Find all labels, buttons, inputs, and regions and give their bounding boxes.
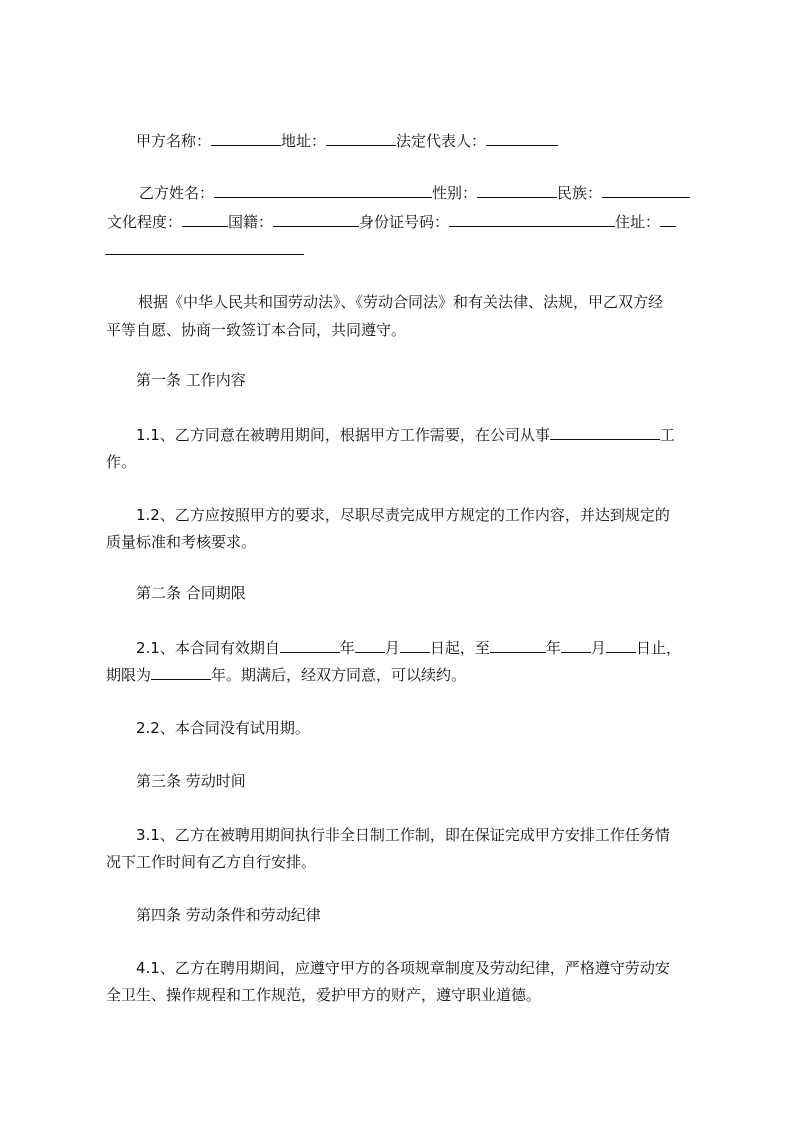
party-b-education-label: 文化程度： (107, 213, 183, 231)
end-day-blank[interactable] (606, 638, 636, 653)
party-b-nationality-label: 国籍： (228, 213, 274, 231)
clause-4-1-line-1: 4.1、乙方在聘用期间，应遵守甲方的各项规章制度及劳动纪律，严格遵守劳动安 (136, 959, 670, 977)
end-month-label: 月 (590, 639, 606, 657)
clause-1-1-text: 1.1、乙方同意在被聘用期间，根据甲方工作需要，在公司从事 (136, 426, 550, 444)
party-a-address-label: 地址： (281, 132, 327, 150)
party-b-residence-blank-2[interactable] (105, 240, 304, 255)
end-month-blank[interactable] (561, 638, 591, 653)
party-b-gender-blank[interactable] (477, 183, 557, 198)
start-month-blank[interactable] (355, 638, 385, 653)
preamble-line-2: 平等自愿、协商一致签订本合同，共同遵守。 (106, 321, 407, 339)
start-day-blank[interactable] (400, 638, 430, 653)
term-years-blank[interactable] (151, 665, 211, 680)
party-b-info-line-2 (107, 212, 676, 232)
article-4-title: 第四条 劳动条件和劳动纪律 (136, 906, 321, 924)
clause-3-1-line-1: 3.1、乙方在被聘用期间执行非全日制工作制，即在保证完成甲方安排工作任务情 (136, 826, 670, 844)
party-b-id-label: 身份证号码： (359, 213, 450, 231)
start-day-label: 日起，至 (429, 639, 490, 657)
party-b-name-label: 乙方姓名： (139, 184, 215, 202)
party-a-name-blank[interactable] (211, 131, 281, 146)
party-b-education-blank[interactable] (182, 212, 228, 227)
party-b-residence-label: 住址： (615, 213, 661, 231)
job-title-blank[interactable] (550, 425, 660, 440)
end-year-blank[interactable] (490, 638, 546, 653)
party-b-gender-label: 性别： (432, 184, 478, 202)
end-year-label: 年 (545, 639, 561, 657)
party-b-nationality-blank[interactable] (273, 212, 359, 227)
article-1-title: 第一条 工作内容 (136, 371, 246, 389)
start-year-blank[interactable] (280, 638, 340, 653)
party-b-residence-continued (105, 240, 304, 260)
clause-2-1-text: 2.1、本合同有效期自 (136, 639, 280, 657)
article-2-title: 第二条 合同期限 (136, 584, 246, 602)
clause-1-2-line-2: 质量标准和考核要求。 (106, 533, 257, 551)
clause-2-1-line-1 (136, 638, 681, 658)
clause-1-1-line-1 (136, 425, 675, 445)
party-a-info-line (136, 131, 558, 151)
clause-1-2-line-1: 1.2、乙方应按照甲方的要求，尽职尽责完成甲方规定的工作内容，并达到规定的 (136, 506, 670, 524)
start-month-label: 月 (384, 639, 400, 657)
preamble-line-1: 根据《中华人民共和国劳动法》、《劳动合同法》和有关法律、法规，甲乙双方经 (138, 293, 664, 311)
clause-1-1-suffix: 工 (659, 426, 675, 444)
term-label: 期限为 (106, 666, 152, 684)
clause-4-1-line-2: 全卫生、操作规程和工作规范，爱护甲方的财产，遵守职业道德。 (106, 986, 542, 1004)
term-suffix: 年。期满后，经双方同意，可以续约。 (211, 666, 467, 684)
party-a-name-label: 甲方名称： (136, 132, 212, 150)
clause-2-2: 2.2、本合同没有试用期。 (136, 719, 310, 737)
party-b-info-line-1 (139, 183, 690, 203)
start-year-label: 年 (339, 639, 355, 657)
end-day-label: 日止， (635, 639, 681, 657)
party-b-name-blank[interactable] (214, 183, 432, 198)
clause-2-1-line-2 (106, 665, 466, 685)
party-b-ethnicity-blank[interactable] (602, 183, 690, 198)
clause-3-1-line-2: 况下工作时间有乙方自行安排。 (106, 853, 317, 871)
party-a-rep-blank[interactable] (486, 131, 558, 146)
article-3-title: 第三条 劳动时间 (136, 772, 246, 790)
party-a-address-blank[interactable] (326, 131, 396, 146)
party-b-id-blank[interactable] (449, 212, 615, 227)
clause-1-1-line-2: 作。 (106, 453, 137, 471)
party-b-residence-blank[interactable] (660, 212, 676, 227)
party-a-rep-label: 法定代表人： (396, 132, 487, 150)
party-b-ethnicity-label: 民族： (557, 184, 603, 202)
